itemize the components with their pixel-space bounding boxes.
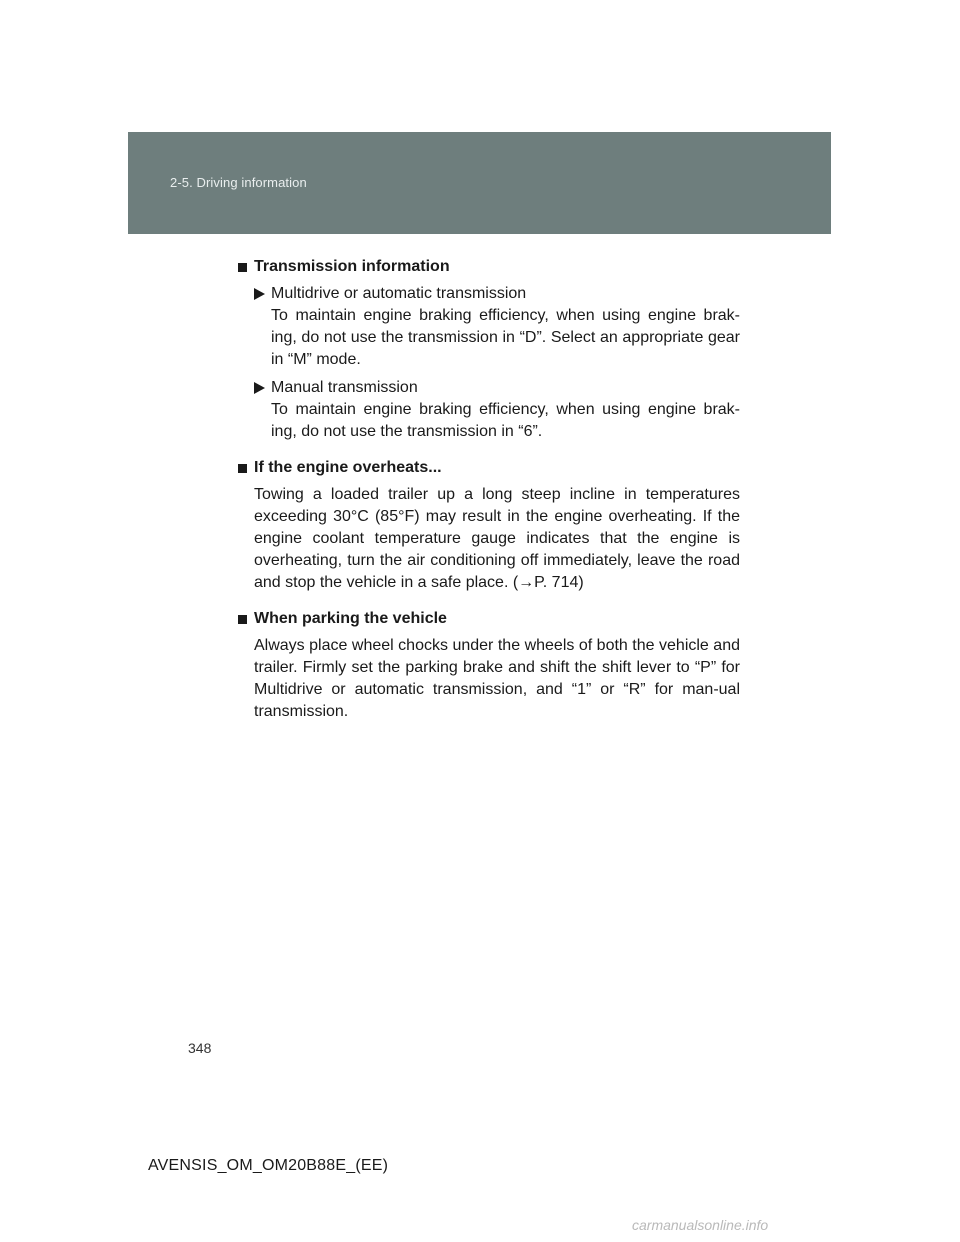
topic-heading <box>238 608 740 630</box>
topic-heading <box>238 457 740 479</box>
topic-heading <box>238 256 740 278</box>
sub-heading <box>254 283 740 305</box>
topic-parking-vehicle <box>238 608 740 723</box>
watermark: carmanualsonline.info <box>632 1217 769 1233</box>
topic-engine-overheats <box>238 457 740 594</box>
topic-body: Towing a loaded trailer up a long steep incline in temperatures exceeding 30°C (85°F) may result in the engine overheating. If the engine coolant temperature gauge indicates that the engine is overheating, turn the air conditioning off immediately, leave the road and stop the vehicle in a safe place. (→P. 714) <box>254 486 740 591</box>
sub-body: To maintain engine braking efficiency, when using engine brak-ing, do not use the transmission in “D”. Select an appropriate gear in “M” mode. <box>271 307 740 368</box>
sub-title: Multidrive or automatic transmission <box>271 285 527 302</box>
page-content <box>238 256 740 737</box>
document-code: AVENSIS_OM_OM20B88E_(EE) <box>148 1157 389 1174</box>
topic-title: When parking the vehicle <box>254 610 447 627</box>
topic-title: If the engine overheats... <box>254 459 442 476</box>
square-bullet-icon <box>238 464 247 473</box>
sub-body: To maintain engine braking efficiency, when using engine brak-ing, do not use the transmission in “6”. <box>271 401 740 440</box>
topic-transmission-information <box>238 256 740 443</box>
topic-body: Always place wheel chocks under the wheels of both the vehicle and trailer. Firmly set the parking brake and shift the shift lever to “P” for Multidrive or automatic transmission, and “1” or “R” for man-ual transmission. <box>254 637 740 720</box>
page-number: 348 <box>188 1040 212 1056</box>
topic-title: Transmission information <box>254 258 450 275</box>
sub-heading <box>254 377 740 399</box>
triangle-bullet-icon <box>254 382 265 394</box>
triangle-bullet-icon <box>254 288 265 300</box>
square-bullet-icon <box>238 615 247 624</box>
section-label: 2-5. Driving information <box>170 175 307 190</box>
sub-title: Manual transmission <box>271 379 418 396</box>
square-bullet-icon <box>238 263 247 272</box>
sub-multidrive <box>254 283 740 371</box>
sub-manual <box>254 377 740 443</box>
section-header <box>128 132 831 234</box>
